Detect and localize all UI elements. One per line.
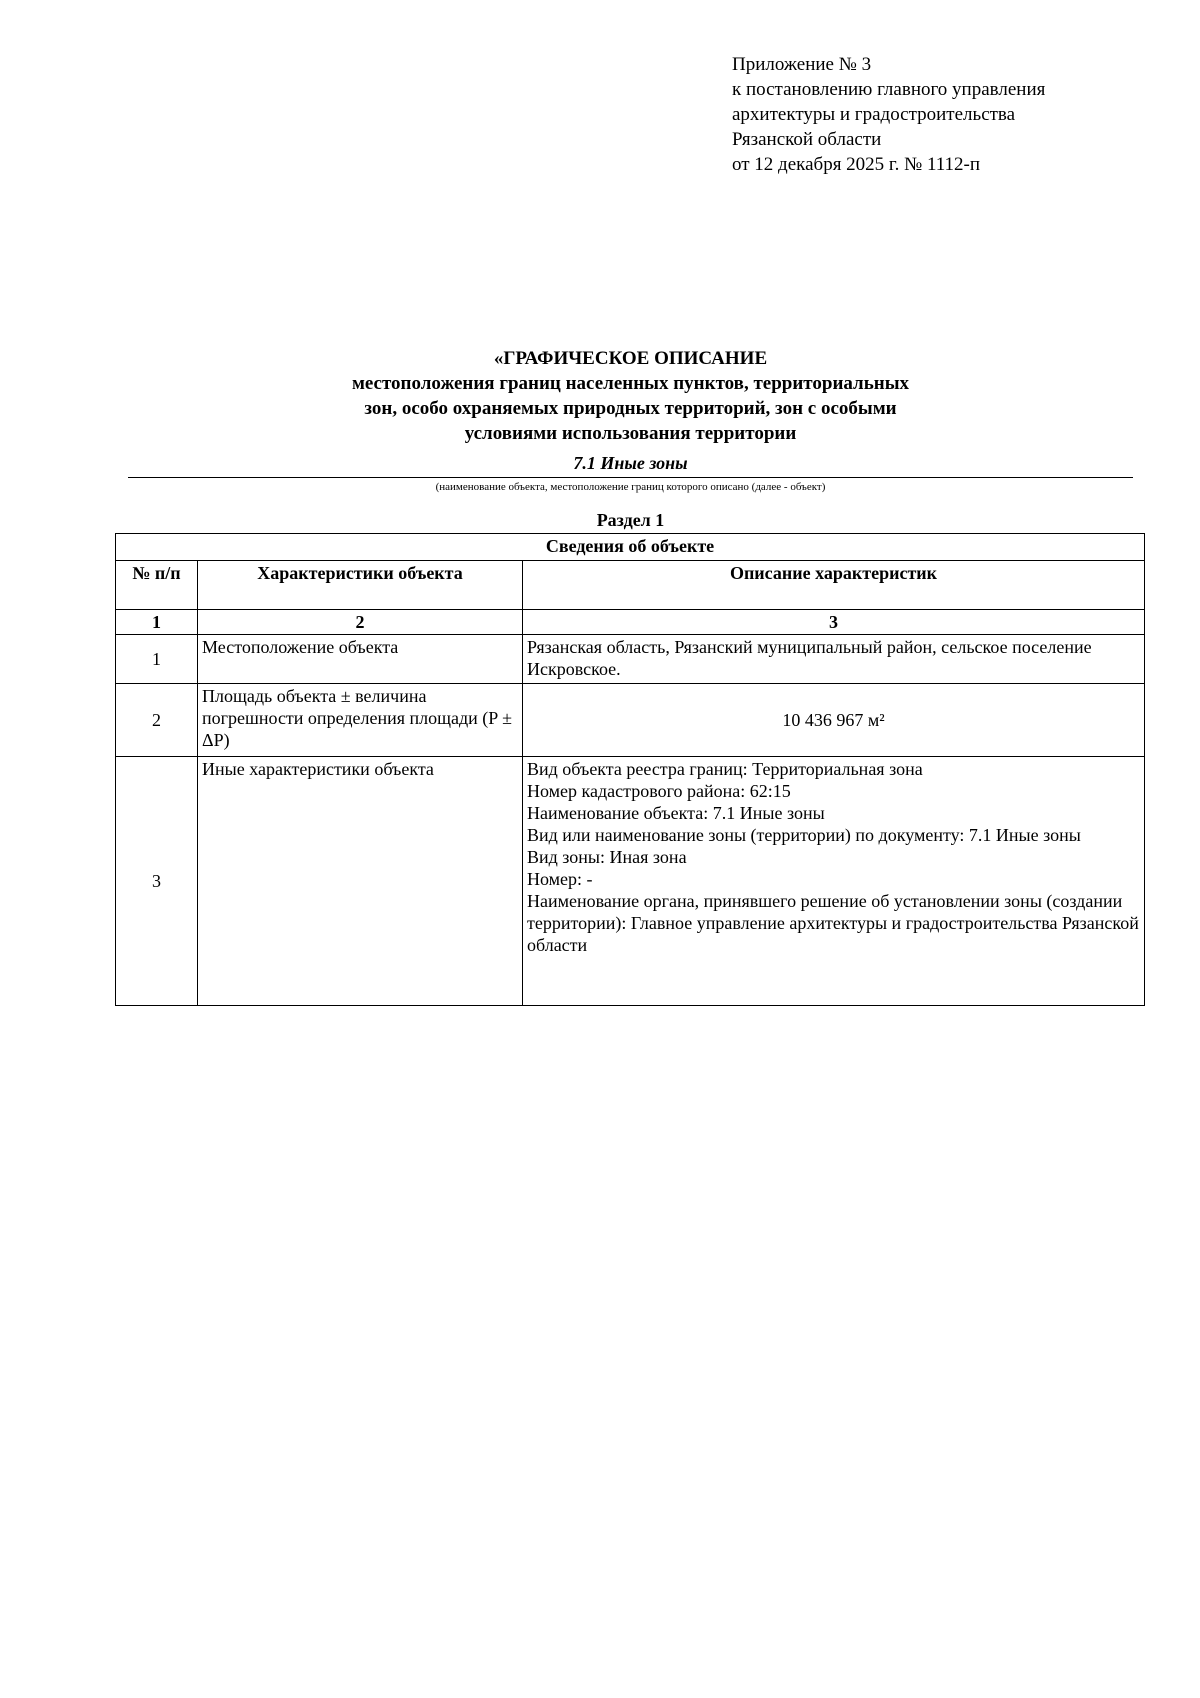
description-line: Номер: -	[527, 869, 593, 889]
title-line: «ГРАФИЧЕСКОЕ ОПИСАНИЕ	[493, 348, 768, 369]
table-row	[116, 684, 1145, 757]
column-number: 1	[116, 610, 198, 635]
description-line: Вид зоны: Иная зона	[527, 847, 687, 867]
row-number: 2	[116, 684, 198, 757]
title-line: местоположения границ населенных пунктов, территориальных	[351, 373, 910, 394]
table-caption: Сведения об объекте	[116, 534, 1145, 561]
description-line: Наименование объекта: 7.1 Иные зоны	[527, 803, 825, 823]
description-line: Номер кадастрового района: 62:15	[527, 781, 791, 801]
section-title: Раздел 1	[596, 510, 665, 530]
table-row	[116, 635, 1145, 684]
object-info-table	[115, 533, 1145, 1006]
table-row	[116, 757, 1145, 1006]
row-description	[523, 684, 1145, 757]
description-line: Вид или наименование зоны (территории) по документу: 7.1 Иные зоны	[527, 825, 1081, 845]
document-title	[128, 346, 1133, 446]
appendix-line: Рязанской области	[732, 129, 882, 150]
appendix-header	[732, 52, 1045, 177]
appendix-line: к постановлению главного управления	[732, 79, 1046, 100]
header-num: № п/п	[116, 561, 198, 610]
row-description	[523, 757, 1145, 1006]
appendix-line: архитектуры и градостроительства	[732, 104, 1016, 125]
description-line: Наименование органа, принявшего решение об установлении зоны (создании территории): Главное управление архитектуры и градостроительства Рязанской области	[527, 891, 1139, 955]
row-number: 1	[116, 635, 198, 684]
object-name: 7.1 Иные зоны	[573, 453, 688, 473]
row-number: 3	[116, 757, 198, 1006]
underline-rule	[128, 477, 1133, 478]
area-value: 10 436 967 м²	[782, 710, 885, 730]
description-line: Рязанская область, Рязанский муниципальный район, сельское поселение Искровское.	[527, 637, 1092, 679]
header-description: Описание характеристик	[523, 561, 1145, 610]
description-line: Вид объекта реестра границ: Территориальная зона	[527, 759, 923, 779]
row-characteristic: Местоположение объекта	[198, 635, 523, 684]
appendix-line: Приложение № 3	[732, 54, 872, 75]
title-line: зон, особо охраняемых природных территорий, зон с особыми	[364, 398, 897, 419]
header-characteristics: Характеристики объекта	[198, 561, 523, 610]
row-description	[523, 635, 1145, 684]
appendix-line: от 12 декабря 2025 г. № 1112-п	[732, 154, 981, 175]
rule-caption: (наименование объекта, местоположение границ которого описано (далее - объект)	[435, 481, 826, 493]
column-number: 3	[523, 610, 1145, 635]
column-number: 2	[198, 610, 523, 635]
row-characteristic: Иные характеристики объекта	[198, 757, 523, 1006]
title-line: условиями использования территории	[464, 423, 797, 444]
row-characteristic: Площадь объекта ± величина погрешности определения площади (P ± ΔP)	[198, 684, 523, 757]
